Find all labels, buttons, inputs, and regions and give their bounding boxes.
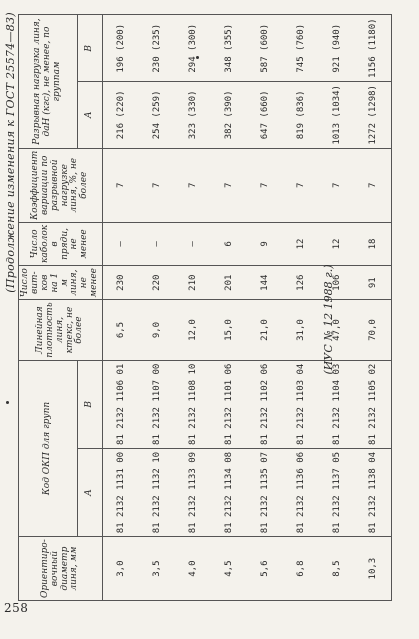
cell-okp-b: 81 2132 1106 01: [103, 360, 140, 448]
page-number: 258: [4, 601, 29, 615]
cell-density: 15,0: [211, 300, 247, 360]
cell-strands: 18: [355, 222, 392, 265]
cell-coefficient: 7: [139, 148, 175, 222]
header-okp-group: Код ОКП для групп: [19, 360, 78, 537]
cell-strands: 9: [247, 222, 283, 265]
cell-load-b: 294 (300): [175, 15, 211, 82]
cell-okp-b: 81 2132 1102 06: [247, 360, 283, 448]
cell-okp-a: 81 2132 1131 00: [103, 448, 140, 536]
cell-turns: 106: [319, 266, 355, 300]
cell-okp-b: 81 2132 1101 06: [211, 360, 247, 448]
cell-strands: —: [175, 222, 211, 265]
source-note: (ИУС № 12 1988 г.): [322, 264, 335, 375]
cell-okp-b: 81 2132 1104 03: [319, 360, 355, 448]
table-row: [175, 15, 211, 601]
cell-load-b: 348 (355): [211, 15, 247, 82]
header-coefficient: Коэффициент вариации по разрывной нагрузке линя, %, не более: [19, 148, 103, 222]
cell-load-b: 921 (940): [319, 15, 355, 82]
header-load-b: В: [77, 15, 102, 82]
cell-coefficient: 7: [103, 148, 140, 222]
cell-load-a: 254 (259): [139, 82, 175, 149]
header-okp-b: В: [77, 360, 102, 448]
table-row: [247, 15, 283, 601]
cell-strands: —: [103, 222, 140, 265]
header-load-a: А: [77, 82, 102, 149]
cell-density: 9,0: [139, 300, 175, 360]
cell-turns: 201: [211, 266, 247, 300]
cell-okp-b: 81 2132 1107 00: [139, 360, 175, 448]
cell-density: 31,0: [283, 300, 319, 360]
cell-load-b: 230 (235): [139, 15, 175, 82]
table-row: [139, 15, 175, 601]
cell-turns: 220: [139, 266, 175, 300]
cell-diameter: 5,6: [247, 537, 283, 601]
continuation-note: (Продолжение изменения к ГОСТ 25574—83): [4, 12, 17, 293]
cell-diameter: 6,8: [283, 537, 319, 601]
table-row: [283, 15, 319, 601]
cell-load-b: 587 (600): [247, 15, 283, 82]
cell-load-a: 819 (836): [283, 82, 319, 149]
cell-diameter: 3,0: [103, 537, 140, 601]
cell-load-a: 382 (390): [211, 82, 247, 149]
cell-okp-a: 81 2132 1135 07: [247, 448, 283, 536]
cell-diameter: 10,3: [355, 537, 392, 601]
cell-okp-a: 81 2132 1137 05: [319, 448, 355, 536]
cell-density: 6,5: [103, 300, 140, 360]
cell-load-a: 323 (330): [175, 82, 211, 149]
cell-strands: 12: [319, 222, 355, 265]
table-row: [211, 15, 247, 601]
header-density: Линейная плотность линя, ктекс, не более: [19, 300, 103, 360]
cell-turns: 91: [355, 266, 392, 300]
cell-okp-b: 81 2132 1105 02: [355, 360, 392, 448]
cell-coefficient: 7: [283, 148, 319, 222]
specification-table: [18, 14, 392, 601]
cell-coefficient: 7: [247, 148, 283, 222]
cell-density: 21,0: [247, 300, 283, 360]
cell-okp-a: 81 2132 1133 09: [175, 448, 211, 536]
cell-turns: 210: [175, 266, 211, 300]
cell-turns: 126: [283, 266, 319, 300]
cell-coefficient: 7: [211, 148, 247, 222]
cell-okp-a: 81 2132 1136 06: [283, 448, 319, 536]
table-row: [103, 15, 140, 601]
cell-load-b: 196 (200): [103, 15, 140, 82]
cell-okp-a: 81 2132 1134 08: [211, 448, 247, 536]
cell-coefficient: 7: [319, 148, 355, 222]
cell-load-b: 745 (760): [283, 15, 319, 82]
header-turns: Число вит-ков на 1 м линя, не менее: [19, 266, 103, 300]
cell-load-a: 647 (660): [247, 82, 283, 149]
cell-load-a: 1013 (1034): [319, 82, 355, 149]
cell-density: 47,0: [319, 300, 355, 360]
cell-okp-b: 81 2132 1108 10: [175, 360, 211, 448]
cell-diameter: 4,5: [211, 537, 247, 601]
cell-density: 12,0: [175, 300, 211, 360]
cell-strands: 12: [283, 222, 319, 265]
cell-okp-a: 81 2132 1132 10: [139, 448, 175, 536]
cell-density: 70,0: [355, 300, 392, 360]
cell-diameter: 3,5: [139, 537, 175, 601]
cell-okp-a: 81 2132 1138 04: [355, 448, 392, 536]
cell-load-a: 1272 (1298): [355, 82, 392, 149]
cell-turns: 144: [247, 266, 283, 300]
cell-strands: 6: [211, 222, 247, 265]
cell-coefficient: 7: [355, 148, 392, 222]
cell-diameter: 4,0: [175, 537, 211, 601]
cell-diameter: 8,5: [319, 537, 355, 601]
header-breaking-load: Разрывная нагрузка линя, даН (кгс), не менее, по группам: [19, 15, 78, 148]
header-okp-a: А: [77, 448, 102, 536]
header-diameter: Ориентиро-вочный диаметр линя, мм: [19, 537, 103, 601]
table-row: [355, 15, 392, 601]
cell-okp-b: 81 2132 1103 04: [283, 360, 319, 448]
cell-turns: 230: [103, 266, 140, 300]
cell-strands: —: [139, 222, 175, 265]
cell-load-b: 1156 (1180): [355, 15, 392, 82]
cell-coefficient: 7: [175, 148, 211, 222]
header-strands: Число каболок в пряди, не менее: [19, 222, 103, 265]
cell-load-a: 216 (220): [103, 82, 140, 149]
